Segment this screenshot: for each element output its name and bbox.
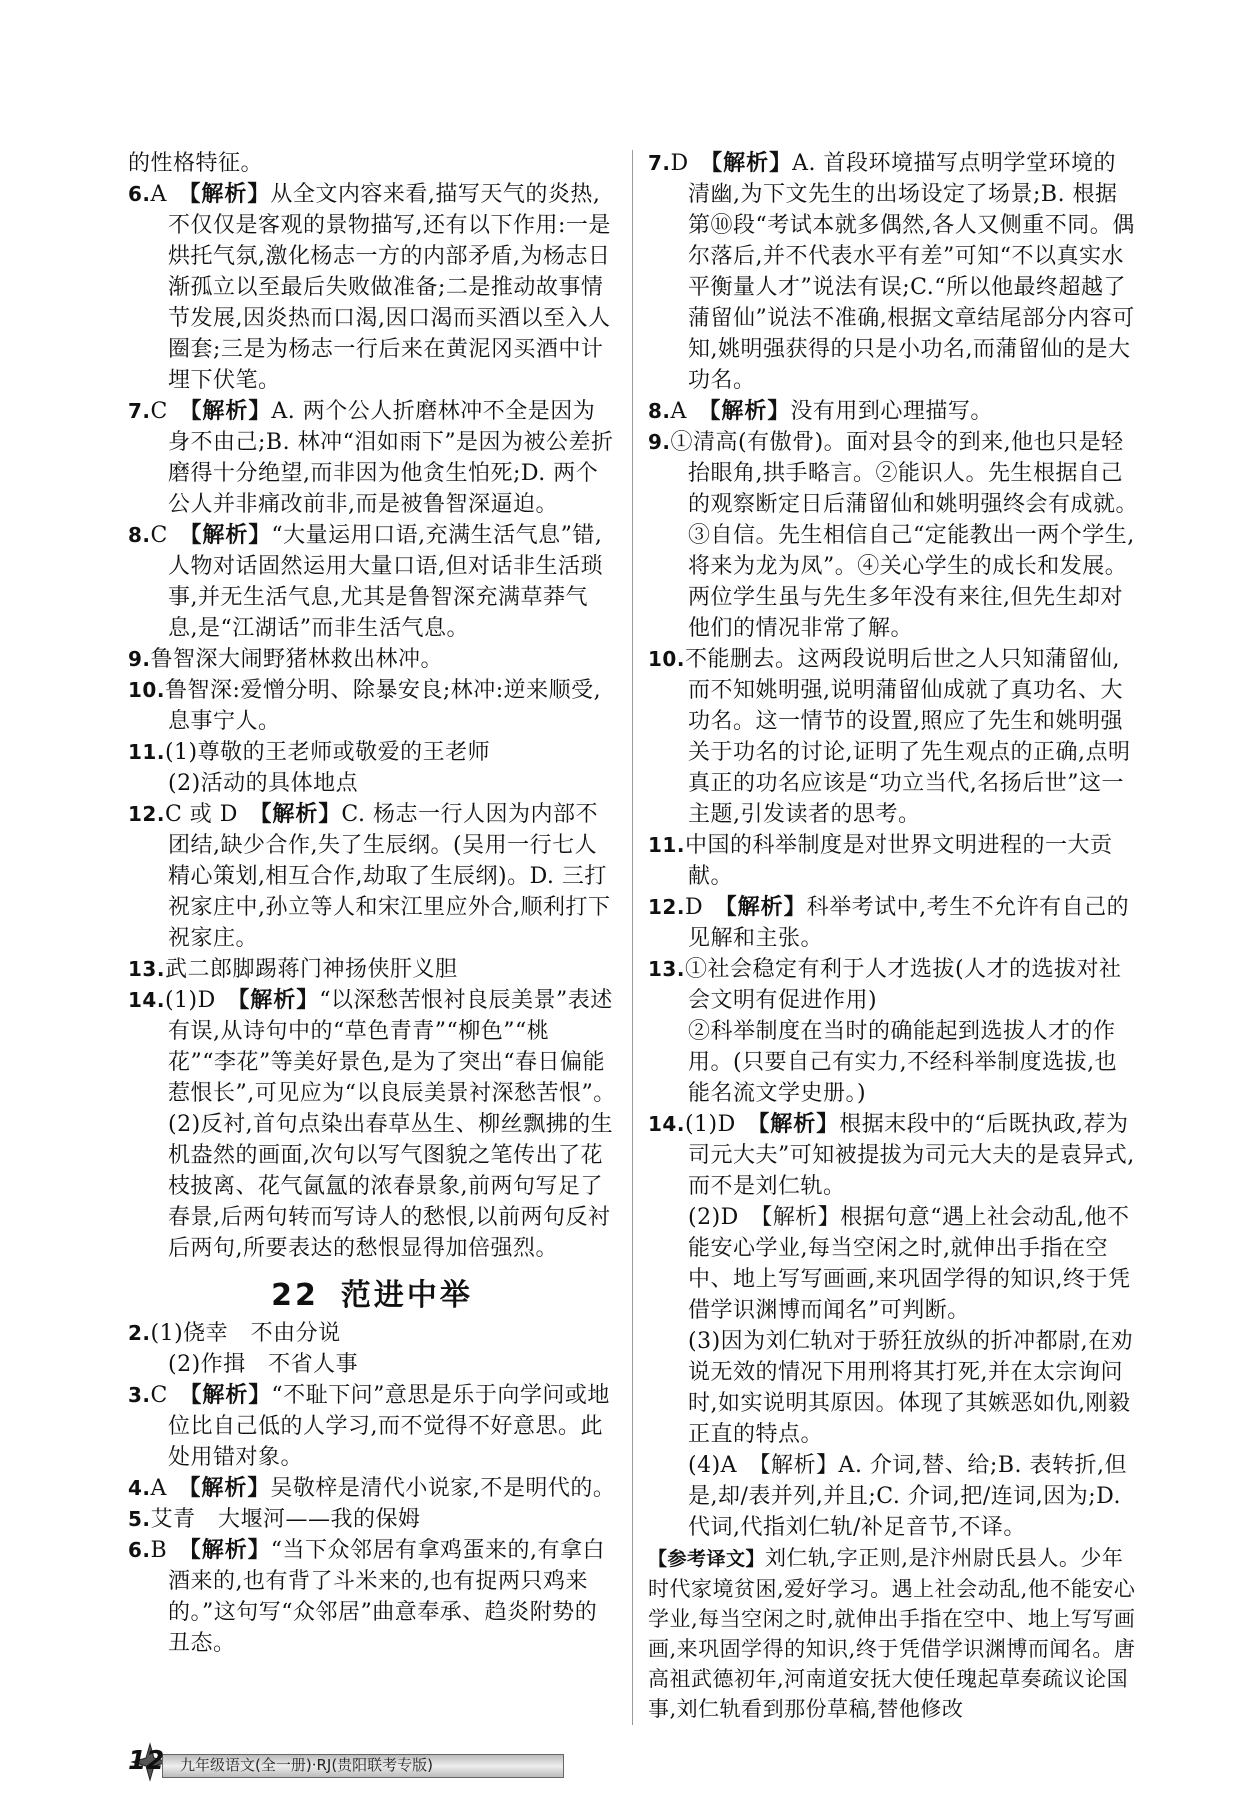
answer-choice: C — [150, 523, 168, 548]
analysis-tag: 【解析】 — [179, 398, 272, 424]
answer-text: “大量运用口语,充满生活气息”错,人物对话固然运用大量口语,但对话非生活琐事,并无生活气息,尤其是鲁智深充满草莽气息,是“江湖话”而非生活气息。 — [168, 523, 603, 641]
section-number: 22 — [271, 1278, 319, 1313]
answer-subitem: (4)A 【解析】A. 介词,替、给;B. 表转折,但是,却/表并列,并且;C. 介词,把/连词,因为;D. 代词,代指刘仁轨/补足音节,不译。 — [688, 1453, 1127, 1540]
page-footer — [128, 1746, 568, 1780]
answer-subitem: (2)D 【解析】根据句意“遇上社会动乱,他不能安心学业,每当空闲之时,就伸出手指在空中、地上写写画画,来巩固学得的知识,终于凭借学识渊博而闻名”可判断。 — [688, 1205, 1131, 1323]
question-number: 8. — [648, 399, 671, 423]
answer-choice: (1)D — [684, 1112, 736, 1137]
question-number: 8. — [128, 523, 151, 547]
question-number: 11. — [648, 833, 685, 857]
analysis-tag: 【解析】 — [698, 398, 791, 424]
question-number: 5. — [128, 1507, 151, 1531]
answer-text: (1)侥幸 不由分说 — [150, 1321, 341, 1346]
answer-subitem: (2)反衬,首句点染出春草丛生、柳丝飘拂的生机盎然的画面,次句以写气图貌之笔传出了花枝披离、花气氤氲的浓春景象,前两句写足了春景,后两句转而写诗人的愁恨,以前两句反衬后两句,所要表达的愁恨显得加倍强烈。 — [168, 1112, 614, 1261]
answer-text: ①清高(有傲骨)。面对县令的到来,他也只是轻抬眼角,拱手略言。②能识人。先生根据自己的观察断定日后蒲留仙和姚明强终会有成就。③自信。先生相信自己“定能教出一两个学生,将来为龙为凤”。④关心学生的成长和发展。两位学生虽与先生多年没有来往,但先生却对他们的情况非常了解。 — [670, 430, 1139, 641]
answer-item — [128, 675, 616, 737]
question-number: 7. — [648, 151, 671, 175]
answer-text: (1)尊敬的王老师或敬爱的王老师 — [164, 740, 491, 765]
footer-book-title: 九年级语文(全一册)·RJ(贵阳联考专版) — [180, 1756, 434, 1774]
answer-item — [128, 1318, 616, 1349]
answer-text: A. 两个公人折磨林冲不全是因为身不由己;B. 林冲“泪如雨下”是因为被公差折磨得十分绝望,而非因为他贪生怕死;D. 两个公人并非痛改前非,而是被鲁智深逼迫。 — [168, 399, 614, 517]
answer-subitem: ②科举制度在当时的确能起到选拔人才的作用。(只要自己有实力,不经科举制度选拔,也能名流文学史册。) — [688, 1019, 1118, 1106]
answer-text: A. 首段环境描写点明学堂环境的清幽,为下文先生的出场设定了场景;B. 根据第⑩段“考试本就多偶然,各人又侧重不同。偶尔落后,并不代表水平有差”可知“不以真实水平衡量人才”说法有误;C.“所以他最终超越了蒲留仙”说法不准确,根据文章结尾部分内容可知,姚明强获得的只是小功名,而蒲留仙的是大功名。 — [688, 151, 1135, 393]
answer-subitem: (2)活动的具体地点 — [168, 771, 359, 796]
answer-item — [648, 954, 1138, 1016]
answer-text: ①社会稳定有利于人才选拔(人才的选拔对社会文明有促进作用) — [684, 957, 1122, 1013]
left-answers-part2 — [128, 1318, 616, 1659]
answer-choice: B — [150, 1538, 168, 1563]
analysis-tag: 【解析】 — [747, 1111, 840, 1137]
answer-choice: A — [150, 1476, 167, 1501]
reference-tag: 【参考译文】 — [648, 1548, 766, 1570]
answer-item — [128, 396, 616, 520]
answer-text: 中国的科举制度是对世界文明进程的一大贡献。 — [684, 833, 1113, 889]
question-number: 13. — [128, 957, 165, 981]
answer-text: 科举考试中,考生不允许有自己的见解和主张。 — [688, 895, 1130, 951]
question-number: 11. — [128, 740, 165, 764]
answer-text: “当下众邻居有拿鸡蛋来的,有拿白酒来的,也有背了斗米来的,也有捉两只鸡来的。”这句写“众邻居”曲意奉承、趋炎附势的丑态。 — [168, 1538, 605, 1656]
question-number: 4. — [128, 1476, 151, 1500]
answer-text: 武二郎脚踢蒋门神扬侠肝义胆 — [164, 957, 458, 982]
answer-item — [128, 1380, 616, 1473]
answer-item — [128, 799, 616, 954]
answer-item — [128, 737, 616, 768]
column-divider — [632, 150, 633, 1725]
question-number: 9. — [648, 430, 671, 454]
answer-choice: (1)D — [164, 988, 216, 1013]
answer-item — [128, 179, 616, 396]
answer-text: C. 杨志一行人因为内部不团结,缺少合作,失了生辰纲。(吴用一行七人精心策划,相互合作,劫取了生辰纲)。D. 三打祝家庄中,孙立等人和宋江里应外合,顺利打下祝家庄。 — [168, 802, 611, 951]
answer-text: 没有用到心理描写。 — [790, 399, 993, 424]
question-number: 10. — [128, 678, 165, 702]
answer-item — [128, 1473, 616, 1504]
answer-choice: D — [670, 151, 689, 176]
answer-choice: C 或 D — [164, 802, 238, 827]
question-number: 6. — [128, 182, 151, 206]
answer-item — [128, 1504, 616, 1535]
answer-text: 根据末段中的“后既执政,荐为司元大夫”可知被提拔为司元大夫的是袁异式,而不是刘仁轨。 — [688, 1112, 1135, 1199]
answer-item — [128, 1535, 616, 1659]
answer-choice: C — [150, 1383, 168, 1408]
right-column — [648, 148, 1138, 1724]
answer-item — [648, 892, 1138, 954]
answer-item — [128, 644, 616, 675]
section-title — [128, 1270, 616, 1314]
analysis-tag: 【解析】 — [178, 1475, 271, 1501]
answer-text: 鲁智深大闹野猪林救出林冲。 — [150, 647, 444, 672]
answer-item — [648, 427, 1138, 644]
analysis-tag: 【解析】 — [179, 1382, 272, 1408]
answer-item — [128, 985, 616, 1109]
answer-item — [648, 148, 1138, 396]
answer-item — [128, 520, 616, 644]
answer-text: 从全文内容来看,描写天气的炎热,不仅仅是客观的景物描写,还有以下作用:一是烘托气氛,激化杨志一方的内部矛盾,为杨志日渐孤立以至最后失败做准备;二是推动故事情节发展,因炎热而口渴,因口渴而买酒以至入人圈套;三是为杨志一行后来在黄泥冈买酒中计埋下伏笔。 — [168, 182, 611, 393]
answer-text: “以深愁苦恨衬良辰美景”表述有误,从诗句中的“草色青青”“柳色”“桃花”“李花”等美好景色,是为了突出“春日偏能惹恨长”,可见应为“以良辰美景衬深愁苦恨”。 — [168, 988, 616, 1106]
question-number: 12. — [128, 802, 165, 826]
right-answers — [648, 148, 1138, 1543]
answer-item — [648, 644, 1138, 830]
question-number: 9. — [128, 647, 151, 671]
answer-subitem: (3)因为刘仁轨对于骄狂放纵的折冲都尉,在劝说无效的情况下用刑将其打死,并在太宗询问时,如实说明其原因。体现了其嫉恶如仇,刚毅正直的特点。 — [688, 1329, 1134, 1447]
answer-item — [128, 954, 616, 985]
analysis-tag: 【解析】 — [179, 522, 272, 548]
question-number: 7. — [128, 399, 151, 423]
answer-choice: A — [670, 399, 687, 424]
answer-item — [648, 1109, 1138, 1202]
answer-subitem: (2)作揖 不省人事 — [168, 1352, 359, 1377]
answer-text: “不耻下问”意思是乐于向学问或地位比自己低的人学习,而不觉得不好意思。此处用错对象。 — [168, 1383, 610, 1470]
analysis-tag: 【解析】 — [178, 181, 271, 207]
question-number: 12. — [648, 895, 685, 919]
answer-text: 鲁智深:爱憎分明、除暴安良;林冲:逆来顺受,息事宁人。 — [164, 678, 602, 734]
question-number: 13. — [648, 957, 685, 981]
answer-choice: C — [150, 399, 168, 424]
question-number: 14. — [128, 988, 165, 1012]
answer-choice: D — [684, 895, 704, 920]
answer-text: 艾青 大堰河——我的保姆 — [150, 1507, 421, 1532]
answer-text: 不能删去。这两段说明后世之人只知蒲留仙,而不知姚明强,说明蒲留仙成就了真功名、大功名。这一情节的设置,照应了先生和姚明强关于功名的讨论,证明了先生观点的正确,点明真正的功名应该是“功立当代,名扬后世”这一主题,引发读者的思考。 — [684, 647, 1131, 827]
answer-text: 的性格特征。 — [128, 151, 264, 176]
left-answers-part1 — [128, 148, 616, 1264]
answer-choice: A — [150, 182, 167, 207]
left-column — [128, 148, 616, 1659]
question-number: 3. — [128, 1383, 151, 1407]
question-number: 14. — [648, 1112, 685, 1136]
analysis-tag: 【解析】 — [249, 801, 342, 827]
analysis-tag: 【解析】 — [700, 150, 793, 176]
answer-item — [128, 148, 616, 179]
page-number: 12 — [128, 1746, 165, 1776]
answer-item — [648, 830, 1138, 892]
question-number: 10. — [648, 647, 685, 671]
analysis-tag: 【解析】 — [714, 894, 807, 920]
answer-text: 吴敬梓是清代小说家,不是明代的。 — [270, 1476, 616, 1501]
question-number: 6. — [128, 1538, 151, 1562]
answer-item — [648, 396, 1138, 427]
section-name: 范进中举 — [340, 1278, 473, 1313]
question-number: 2. — [128, 1321, 151, 1345]
reference-text: 刘仁轨,字正则,是汴州尉氏县人。少年时代家境贫困,爱好学习。遇上社会动乱,他不能安心学业,每当空闲之时,就伸出手指在空中、地上写写画画,来巩固学得的知识,终于凭借学识渊博而闻名。唐高祖武德初年,河南道安抚大使任瑰起草奏疏议论国事,刘仁轨看到那份草稿,替他修改 — [648, 1546, 1136, 1721]
reference-translation — [648, 1543, 1138, 1724]
analysis-tag: 【解析】 — [227, 987, 320, 1013]
analysis-tag: 【解析】 — [178, 1537, 271, 1563]
